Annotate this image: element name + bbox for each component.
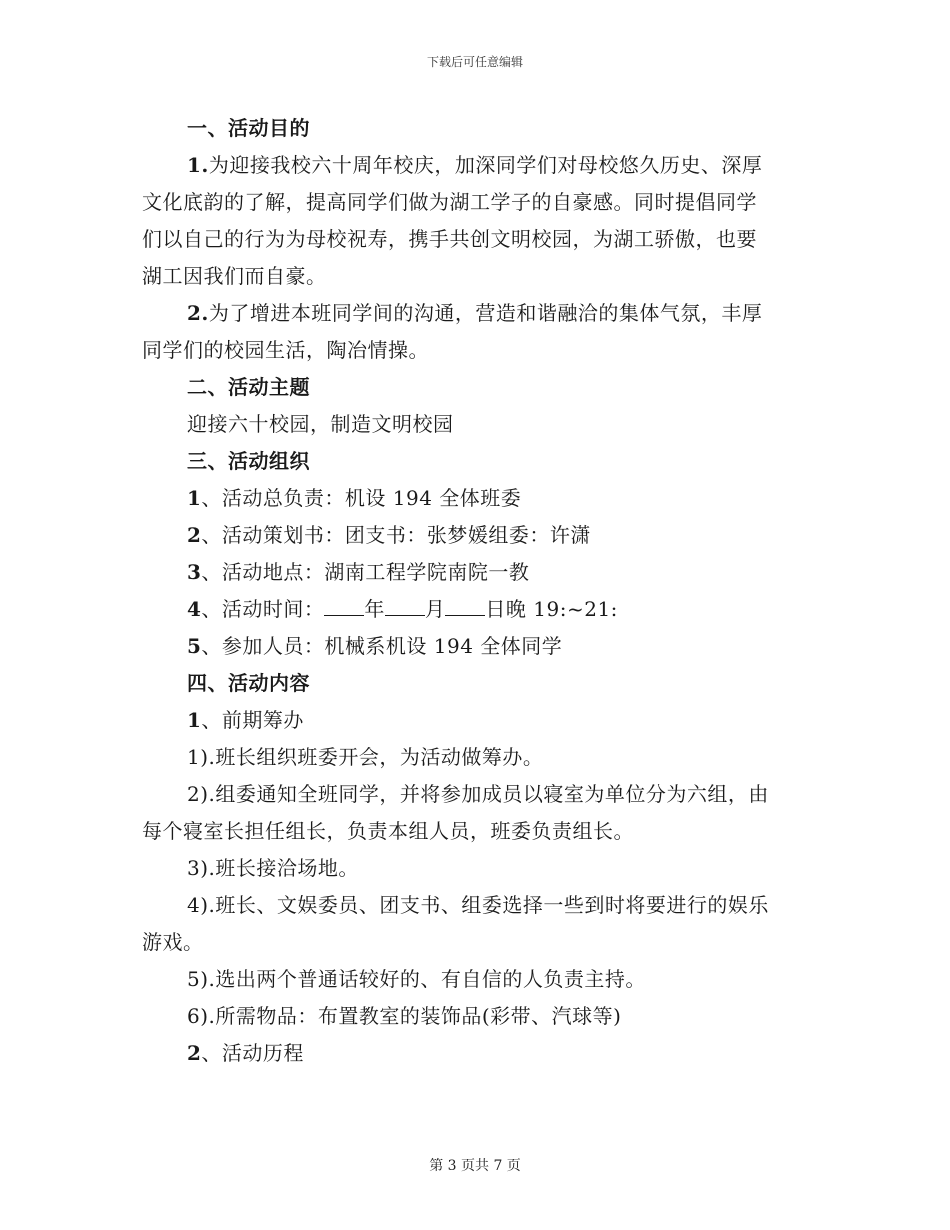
paragraph-purpose-1-line-3: 们以自己的行为为母校祝寿，携手共创文明校园，为湖工骄傲，也要 <box>142 227 757 251</box>
paragraph-purpose-1-line-1: 1.为迎接我校六十周年校庆，加深同学们对母校悠久历史、深厚 <box>187 153 763 177</box>
paragraph-number: 1. <box>187 153 209 177</box>
paragraph-purpose-1-line-2: 文化底韵的了解，提高同学们做为湖工学子的自豪感。同时提倡同学 <box>142 190 757 214</box>
step-4-line-2: 游戏。 <box>142 930 204 954</box>
month-blank <box>385 597 425 616</box>
paragraph-purpose-2-line-1: 2.为了增进本班同学间的沟通，营造和谐融洽的集体气氛，丰厚 <box>187 301 763 325</box>
org-item-2: 2、活动策划书：团支书：张梦媛组委：许潇 <box>187 523 591 547</box>
org-item-1: 1、活动总负责：机设 194 全体班委 <box>187 486 522 510</box>
section-heading-content: 四、活动内容 <box>187 671 310 695</box>
day-blank <box>445 597 485 616</box>
step-1: 1).班长组织班委开会，为活动做筹办。 <box>187 745 544 769</box>
step-2-line-1: 2).组委通知全班同学，并将参加成员以寝室为单位分为六组，由 <box>187 782 769 806</box>
section-heading-theme: 二、活动主题 <box>187 375 310 399</box>
page-header-note: 下载后可任意编辑 <box>426 55 523 69</box>
document-body <box>142 110 807 1072</box>
step-6: 6).所需物品：布置教室的装饰品(彩带、汽球等) <box>187 1004 622 1028</box>
step-2-line-2: 每个寝室长担任组长，负责本组人员，班委负责组长。 <box>142 819 634 843</box>
step-3: 3).班长接洽场地。 <box>187 856 359 880</box>
content-sub-2: 2、活动历程 <box>187 1041 304 1065</box>
page-footer-number: 第 3 页共 7 页 <box>429 1158 521 1174</box>
org-item-4: 4、活动时间： 年 月 日晚 19:~21: <box>187 597 618 621</box>
section-heading-purpose: 一、活动目的 <box>187 116 310 140</box>
paragraph-purpose-1-line-4: 湖工因我们而自豪。 <box>142 264 327 288</box>
theme-text: 迎接六十校园，制造文明校园 <box>187 412 454 436</box>
org-item-3: 3、活动地点：湖南工程学院南院一教 <box>187 560 530 584</box>
content-sub-1: 1、前期筹办 <box>187 708 304 732</box>
step-5: 5).选出两个普通话较好的、有自信的人负责主持。 <box>187 967 646 991</box>
paragraph-number: 2. <box>187 301 209 325</box>
org-item-5: 5、参加人员：机械系机设 194 全体同学 <box>187 634 563 658</box>
year-blank <box>324 597 364 616</box>
section-heading-organization: 三、活动组织 <box>187 449 310 473</box>
step-4-line-1: 4).班长、文娱委员、团支书、组委选择一些到时将要进行的娱乐 <box>187 893 769 917</box>
paragraph-purpose-2-line-2: 同学们的校园生活，陶冶情操。 <box>142 338 429 362</box>
